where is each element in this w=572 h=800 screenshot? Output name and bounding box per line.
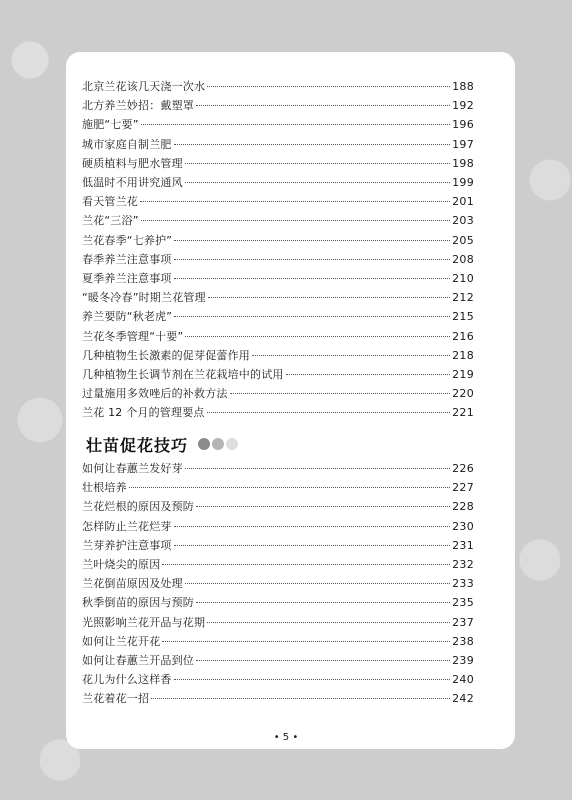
toc-leader-dots — [286, 374, 450, 375]
toc-entry-page: 188 — [452, 80, 474, 93]
toc-entry-title: 低温时不用讲究通风 — [82, 176, 183, 189]
toc-entry-page: 201 — [452, 195, 474, 209]
toc-entry-title: 几种植物生长激素的促芽促蕾作用 — [82, 348, 250, 362]
toc-leader-dots — [185, 583, 450, 584]
toc-entry-title: 兰花“三浴” — [82, 214, 139, 228]
toc-entry-title: “暖冬冷春”时期兰花管理 — [82, 291, 206, 305]
toc-entry-title: 兰叶烧尖的原因 — [82, 558, 161, 571]
section-title: 壮苗促花技巧 — [86, 435, 189, 455]
toc-entry-page: 192 — [452, 99, 474, 113]
toc-leader-dots — [230, 393, 450, 394]
toc-entry-page: 228 — [452, 500, 474, 514]
toc-entry-page: 215 — [452, 310, 474, 324]
toc-entry — [82, 614, 474, 632]
toc-entry-title: 看天管兰花 — [82, 195, 138, 209]
toc-entry — [82, 328, 474, 346]
toc-entry — [82, 404, 474, 422]
toc-leader-dots — [140, 201, 450, 202]
toc-entry-title: 春季养兰注意事项 — [82, 252, 172, 266]
section-dot-1 — [198, 438, 210, 450]
toc-entry — [82, 690, 474, 708]
toc-entry-page: 237 — [452, 615, 474, 629]
toc-entry-page: 226 — [452, 462, 474, 475]
toc-entry-title: 花儿为什么这样香 — [82, 673, 172, 687]
toc-entry — [82, 347, 474, 365]
toc-entry-title: 几种植物生长调节剂在兰花栽培中的试用 — [82, 368, 284, 381]
toc-leader-dots — [252, 355, 450, 356]
toc-leader-dots — [162, 564, 450, 565]
toc-entry-page: 218 — [452, 348, 474, 362]
toc-entry — [82, 594, 474, 612]
toc-entry-page: 220 — [452, 387, 474, 401]
toc-entry-title: 过量施用多效唑后的补救方法 — [82, 387, 228, 401]
toc-entry-title: 北方养兰妙招：戴塑罩 — [82, 99, 194, 113]
toc-entry — [82, 193, 474, 211]
toc-leader-dots — [208, 297, 450, 298]
toc-entry-page: 198 — [452, 156, 474, 170]
toc-entry-page: 197 — [452, 137, 474, 151]
toc-entry — [82, 136, 474, 154]
toc-leader-dots — [141, 124, 450, 125]
section-dot-3 — [226, 438, 238, 450]
toc-entry-page: 212 — [452, 291, 474, 305]
toc-entry — [82, 479, 474, 497]
toc-leader-dots — [174, 545, 450, 546]
toc-entry — [82, 270, 474, 288]
toc-entry-page: 233 — [452, 577, 474, 591]
toc-entry — [82, 78, 474, 96]
toc-entry-title: 夏季养兰注意事项 — [82, 272, 172, 285]
toc-entry-page: 196 — [452, 118, 474, 132]
toc-entry-title: 兰花倒苗原因及处理 — [82, 577, 183, 591]
toc-entry-page: 227 — [452, 481, 474, 495]
toc-entry-title: 兰芽养护注意事项 — [82, 538, 172, 552]
section-heading — [86, 432, 238, 456]
toc-entry — [82, 232, 474, 250]
toc-entry-page: 203 — [452, 214, 474, 228]
toc-entry-page: 239 — [452, 654, 474, 667]
toc-leader-dots — [129, 487, 450, 488]
toc-entry-title: 养兰要防“秋老虎” — [82, 310, 173, 324]
toc-entry-title: 兰花着花一招 — [82, 692, 150, 706]
toc-leader-dots — [207, 412, 451, 413]
toc-entry-page: 235 — [452, 596, 474, 610]
toc-entry — [82, 289, 474, 307]
toc-leader-dots — [151, 698, 450, 699]
toc-entry — [82, 116, 474, 134]
toc-entry-title: 如何让春蕙兰开品到位 — [82, 654, 194, 667]
toc-leader-dots — [185, 468, 450, 469]
toc-entry-page: 210 — [452, 272, 474, 285]
toc-entry-title: 兰花烂根的原因及预防 — [82, 500, 194, 514]
toc-leader-dots — [196, 602, 450, 603]
toc-entry — [82, 575, 474, 593]
toc-entry-title: 兰花冬季管理“十要” — [82, 329, 184, 343]
toc-entry-page: 242 — [452, 692, 474, 706]
toc-entry-page: 216 — [452, 329, 474, 343]
toc-entry-title: 如何让兰花开花 — [82, 634, 161, 648]
toc-leader-dots — [162, 641, 450, 642]
toc-entry-title: 如何让春蕙兰发好芽 — [82, 462, 183, 475]
toc-leader-dots — [174, 316, 450, 317]
toc-leader-dots — [196, 660, 450, 661]
toc-entry — [82, 671, 474, 689]
toc-entry — [82, 155, 474, 173]
toc-leader-dots — [174, 144, 450, 145]
toc-leader-dots — [174, 259, 450, 260]
toc-entry-title: 怎样防止兰花烂芽 — [82, 519, 172, 533]
toc-entry-page: 221 — [452, 406, 474, 420]
toc-entry-title: 壮根培养 — [82, 481, 127, 495]
toc-entry-page: 219 — [452, 368, 474, 381]
toc-entry — [82, 251, 474, 269]
toc-leader-dots — [174, 278, 450, 279]
toc-entry — [82, 537, 474, 555]
toc-entry-page: 205 — [452, 233, 474, 247]
toc-entry-title: 兰花 12 个月的管理要点 — [82, 406, 205, 420]
toc-entry — [82, 385, 474, 403]
toc-entry — [82, 460, 474, 478]
toc-entry — [82, 97, 474, 115]
toc-entry — [82, 498, 474, 516]
toc-entry — [82, 633, 474, 651]
toc-entry — [82, 366, 474, 384]
toc-entry-page: 208 — [452, 252, 474, 266]
toc-leader-dots — [185, 182, 450, 183]
toc-entry-title: 光照影响兰花开品与花期 — [82, 615, 206, 629]
toc-entry-page: 238 — [452, 634, 474, 648]
toc-leader-dots — [141, 220, 450, 221]
toc-entry-title: 兰花春季“七养护” — [82, 233, 173, 247]
toc-leader-dots — [174, 240, 450, 241]
toc-entry — [82, 518, 474, 536]
toc-entry — [82, 652, 474, 670]
toc-entry-page: 199 — [452, 176, 474, 189]
toc-entry — [82, 556, 474, 574]
toc-entry-title: 城市家庭自制兰肥 — [82, 137, 172, 151]
section-dot-2 — [212, 438, 224, 450]
toc-leader-dots — [185, 336, 450, 337]
toc-leader-dots — [196, 506, 450, 507]
toc-entry-title: 硬质植料与肥水管理 — [82, 156, 183, 170]
toc-entry — [82, 174, 474, 192]
toc-leader-dots — [207, 622, 450, 623]
toc-entry-title: 施肥“七要” — [82, 118, 139, 132]
toc-leader-dots — [174, 679, 450, 680]
toc-entry-title: 北京兰花该几天浇一次水 — [82, 80, 206, 93]
toc-entry-page: 230 — [452, 519, 474, 533]
toc-entry — [82, 308, 474, 326]
toc-entry-page: 232 — [452, 558, 474, 571]
toc-leader-dots — [207, 86, 450, 87]
toc-entry-page: 231 — [452, 538, 474, 552]
toc-leader-dots — [185, 163, 450, 164]
toc-leader-dots — [174, 526, 450, 527]
toc-entry-page: 240 — [452, 673, 474, 687]
toc-entry — [82, 212, 474, 230]
toc-entry-title: 秋季倒苗的原因与预防 — [82, 596, 194, 610]
toc-leader-dots — [196, 105, 450, 106]
page-number: • 5 • — [273, 732, 299, 743]
